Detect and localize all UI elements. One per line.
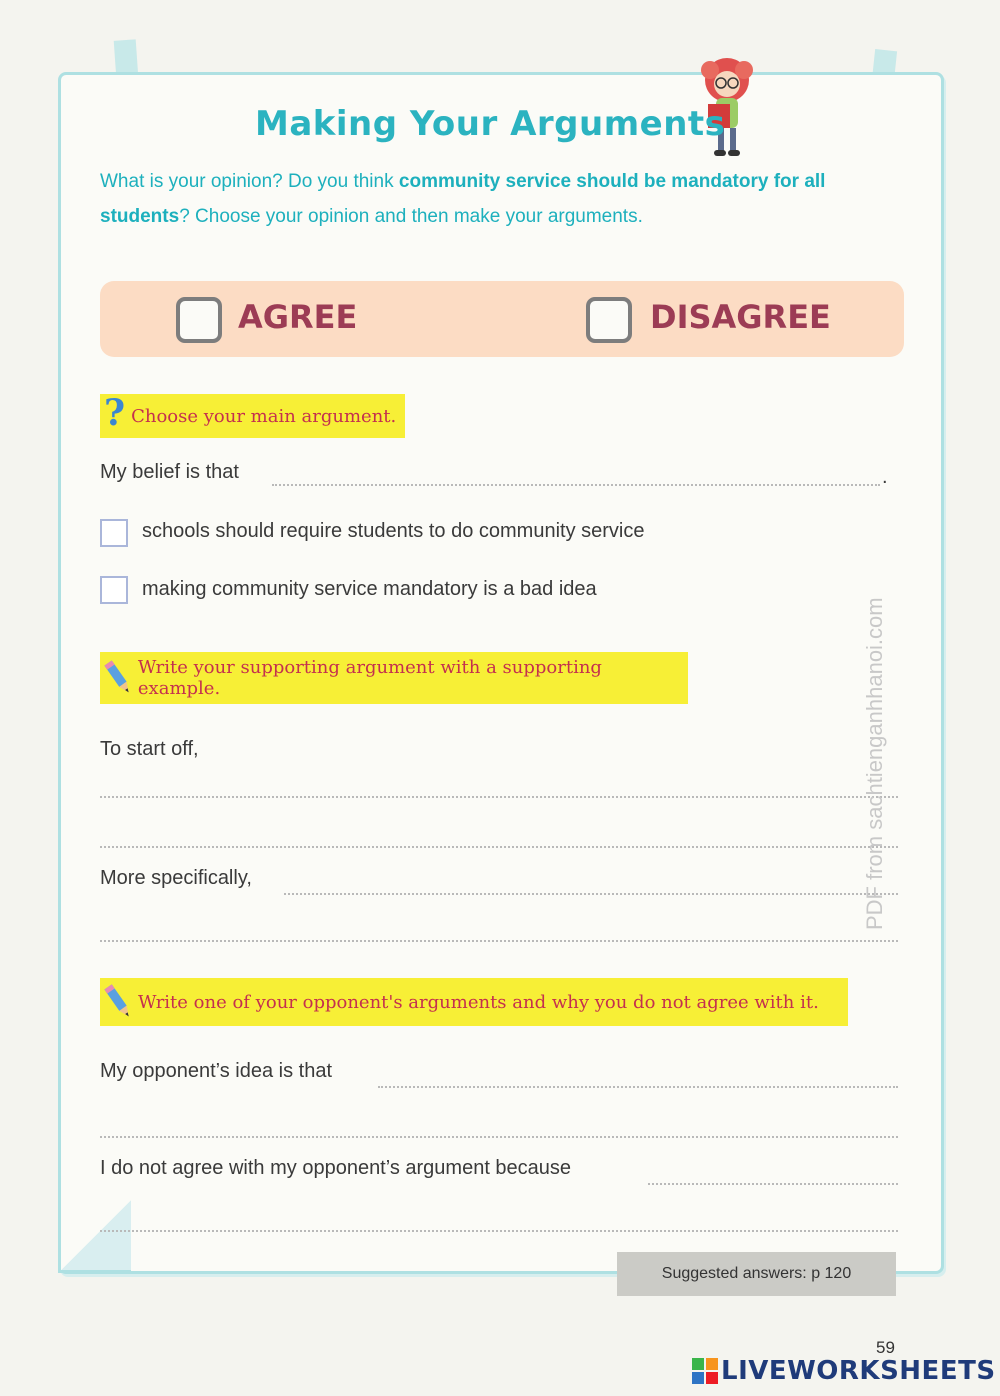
option-bad-idea-label: making community service mandatory is a bad idea	[142, 578, 597, 600]
start-off-line-2[interactable]	[100, 846, 898, 848]
agree-label: AGREE	[238, 298, 358, 336]
belief-period: .	[882, 466, 888, 488]
specific-line-1[interactable]	[284, 893, 898, 895]
specific-line-2[interactable]	[100, 940, 898, 942]
belief-prompt: My belief is that	[100, 461, 239, 483]
pencil-icon	[104, 658, 132, 698]
svg-text:PDF from sachtienganhhanoi.com: PDF from sachtienganhhanoi.com	[862, 597, 887, 930]
page-curl	[58, 1200, 131, 1273]
section3-heading: Write one of your opponent's arguments and why you do not agree with it.	[100, 978, 848, 1026]
disagree-checkbox[interactable]	[586, 297, 632, 343]
disagree-reason-line-2[interactable]	[100, 1230, 898, 1232]
agree-checkbox[interactable]	[176, 297, 222, 343]
option-require-label: schools should require students to do community service	[142, 520, 645, 542]
belief-answer-line[interactable]	[272, 484, 880, 486]
question-mark-icon: ?	[104, 392, 126, 434]
page-title: Making Your Arguments	[255, 104, 726, 144]
disagree-reason-line-1[interactable]	[648, 1183, 898, 1185]
pencil-icon	[104, 982, 132, 1022]
more-specifically-label: More specifically,	[100, 867, 252, 889]
disagree-reason-label: I do not agree with my opponent’s argument because	[100, 1157, 572, 1179]
opponent-idea-line-2[interactable]	[100, 1136, 898, 1138]
option-checkbox-require[interactable]	[100, 519, 128, 547]
start-off-line-1[interactable]	[100, 796, 898, 798]
option-checkbox-bad-idea[interactable]	[100, 576, 128, 604]
section1-heading: ? Choose your main argument.	[100, 394, 405, 438]
opponent-idea-label: My opponent’s idea is that	[100, 1060, 333, 1082]
page-number: 59	[876, 1338, 895, 1357]
section2-heading: Write your supporting argument with a supporting example.	[100, 652, 688, 704]
disagree-label: DISAGREE	[650, 298, 831, 336]
suggested-answers-box: Suggested answers: p 120	[617, 1252, 896, 1296]
watermark-text	[862, 470, 888, 930]
brand-logo: LIVEWORKSHEETS	[692, 1356, 996, 1386]
liveworksheets-logo-icon	[692, 1358, 718, 1384]
opponent-idea-line-1[interactable]	[378, 1086, 898, 1088]
intro-text: What is your opinion? Do you think community service should be mandatory for all students? Choose your opinion and then make your arguments.	[100, 171, 826, 227]
start-off-label: To start off,	[100, 738, 199, 760]
